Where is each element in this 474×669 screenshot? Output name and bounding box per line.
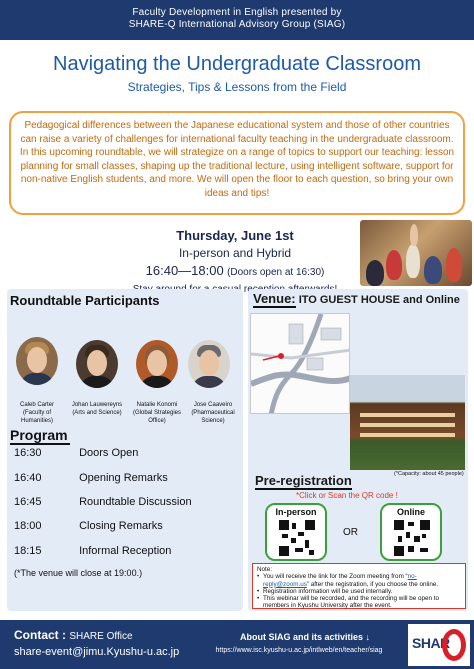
program-row — [14, 496, 192, 509]
program-row — [14, 447, 138, 460]
participant-affiliation: (Faculty of Humanities) — [20, 410, 53, 424]
program-label: Roundtable Discussion — [79, 496, 192, 508]
participant-2 — [66, 401, 128, 417]
note-heading: Note: — [257, 566, 273, 573]
event-date: Thursday, June 1st — [176, 228, 294, 243]
participant-affiliation: (Arts and Science) — [72, 410, 122, 416]
participant-3 — [129, 401, 185, 425]
header-bar — [0, 0, 474, 40]
program-time: 18:00 — [14, 520, 42, 532]
venue-place: ITO GUEST HOUSE and Online — [298, 294, 460, 306]
contact-label: Contact : — [14, 628, 66, 642]
online-qr-code[interactable] — [394, 520, 430, 556]
logo-text: SHAR — [412, 635, 450, 651]
online-label: Online — [396, 507, 425, 517]
event-doors-open: (Doors open at 16:30) — [227, 267, 325, 278]
venue-capacity: (*Capacity: about 45 people) — [394, 471, 464, 477]
program-heading: Program — [10, 427, 68, 443]
program-row — [14, 545, 171, 558]
inperson-qr-code[interactable] — [279, 520, 315, 556]
program-label: Informal Reception — [79, 545, 172, 557]
footer-bar — [0, 620, 474, 669]
guest-house-photo — [350, 375, 465, 470]
note-item — [257, 573, 461, 588]
prereg-instruction: *Click or Scan the QR code ! — [296, 491, 398, 500]
program-time: 16:45 — [14, 496, 42, 508]
participant-name: Jose Caaveiro — [193, 402, 233, 408]
program-time: 18:15 — [14, 545, 42, 557]
venue-heading — [253, 292, 460, 307]
avatar — [76, 340, 118, 388]
participants-heading: Roundtable Participants — [10, 293, 160, 308]
note-item-1-suffix: ” after the registration, if you choose the online. — [306, 580, 439, 588]
map-drawing — [251, 314, 350, 414]
header-line-2: SHARE-Q International Advisory Group (SIAG) — [128, 19, 346, 30]
program-time: 16:30 — [14, 447, 42, 459]
participant-affiliation: (Global Strategies Office) — [132, 410, 182, 424]
siag-url-link[interactable]: https://www.isc.kyushu-u.ac.jp/intlweb/en/teacher/siag — [215, 647, 383, 654]
program-label: Opening Remarks — [79, 472, 168, 484]
avatar — [188, 340, 230, 388]
page-subtitle: Strategies, Tips & Lessons from the Field — [127, 80, 347, 94]
inperson-label: In-person — [275, 507, 317, 517]
inperson-qr-box[interactable] — [265, 503, 327, 561]
participant-affiliation: (Pharmaceutical Science) — [191, 410, 235, 424]
classroom-photo — [360, 220, 472, 286]
page-title: Navigating the Undergraduate Classroom — [53, 53, 421, 75]
venue-label: Venue: — [253, 291, 296, 306]
event-time-range: 16:40—18:00 — [145, 263, 224, 278]
participant-name: Johan Lauwereyns — [71, 402, 123, 408]
contact-heading — [14, 628, 133, 644]
avatar — [136, 340, 178, 388]
program-row — [14, 520, 163, 533]
about-siag: About SIAG and its activities ↓ — [239, 632, 371, 642]
or-label: OR — [343, 527, 358, 538]
program-row — [14, 472, 168, 485]
intro-box: Pedagogical differences between the Japanese educational system and those of other countries can raise a variety of challenges for international faculty teaching in the undergraduate classroom. In this upcoming roundtable, we will strategize on a range of topics to support our teaching: lesson planning for small classes, shaping up the traditional lecture, using intelligent software, support for non-native English students, and more. We will open the floor to each question, so bring your own ideas and tips! — [9, 111, 465, 215]
event-info — [100, 228, 370, 296]
note-list — [257, 573, 461, 609]
participant-name: Caleb Carter — [19, 402, 54, 408]
program-label: Closing Remarks — [79, 520, 163, 532]
event-mode: In-person and Hybrid — [178, 246, 292, 260]
prereg-heading: Pre-registration — [255, 473, 352, 488]
share-q-logo — [408, 624, 470, 666]
contact-email[interactable]: share-event@jimu.Kyushu-u.ac.jp — [14, 646, 180, 658]
venue-map[interactable] — [250, 313, 350, 414]
avatar — [16, 337, 58, 385]
program-label: Doors Open — [79, 447, 139, 459]
program-note: (*The venue will close at 19:00.) — [14, 568, 143, 578]
zoom-email-link[interactable]: no-reply@zoom.us — [263, 573, 417, 588]
program-time: 16:40 — [14, 472, 42, 484]
header-line-1: Faculty Development in English presented by — [132, 7, 342, 18]
note-box — [252, 563, 466, 609]
note-item-1-prefix: You will receive the link for the Zoom meeting from “ — [263, 573, 408, 581]
note-item: • Registration information will be used internally. — [257, 588, 461, 595]
logo-q-mark — [442, 629, 466, 661]
note-item: • This webinar will be recorded, and the recording will be open to members in Kyushu University after the event. — [257, 595, 461, 610]
participant-1 — [8, 401, 66, 425]
event-time — [100, 263, 370, 280]
participant-4 — [186, 401, 240, 425]
online-qr-box[interactable] — [380, 503, 442, 561]
contact-office: SHARE Office — [69, 631, 133, 642]
participant-name: Natalie Konomi — [136, 402, 178, 408]
